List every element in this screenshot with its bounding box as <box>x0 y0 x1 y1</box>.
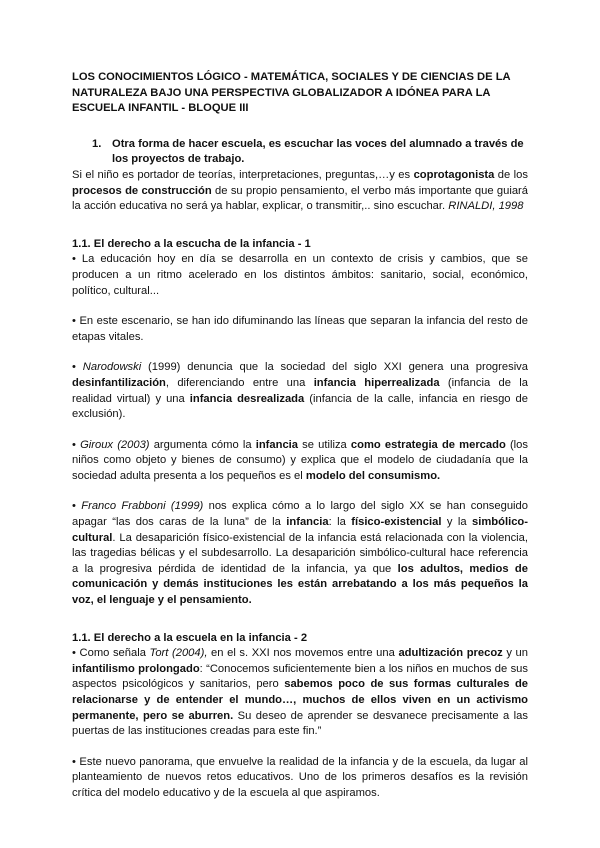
paragraph-frabboni: • Franco Frabboni (1999) nos explica cómo a lo largo del siglo XX se han conseguido apagar “las dos caras de la luna” de la infancia: la físico-existencial y la simbólico-cultural. La desaparición físico-existencial de la infancia está relacionada con la violencia, las tragedias bélicas y el subdesarrollo. La desaparición simbólico-cultural hace referencia a la progresiva pérdida de identidad de la infancia, ya que los adultos, medios de comunicación y demás instituciones les están arrebatando a los más pequeños la voz, el lenguaje y el pensamiento. <box>72 500 528 607</box>
paragraph-escenario: • En este escenario, se han ido difuminando las líneas que separan la infancia del resto de etapas vitales. <box>72 315 528 343</box>
paragraph-crisis: • La educación hoy en día se desarrolla en un contexto de crisis y cambios, que se producen a un ritmo acelerado en los distintos ámbitos: sanitario, social, económico, político, cultural... <box>72 253 528 297</box>
section-heading-2: 1.1. El derecho a la escuela en la infancia - 2 <box>72 631 308 644</box>
paragraph-panorama: • Este nuevo panorama, que envuelve la realidad de la infancia y de la escuela, da lugar al planteamiento de nuevos retos educativos. Uno de los primeros desafíos es la revisión crítica del modelo educativo y de la escuela al que aspiramos. <box>72 755 528 799</box>
section-heading-1: 1.1. El derecho a la escucha de la infancia - 1 <box>72 237 311 250</box>
heading-text: Otra forma de hacer escuela, es escuchar las voces del alumnado a través de los proyectos de trabajo. <box>112 137 524 166</box>
heading-number: 1. <box>92 137 102 150</box>
intro-paragraph: Si el niño es portador de teorías, interpretaciones, preguntas,…y es coprotagonista de los procesos de construcción de su propio pensamiento, el verbo más importante que guiará la acción educativa no será ya hablar, explicar, o transmitir,.. sino escuchar. RINALDI, 1998 <box>72 168 529 213</box>
paragraph-tort: • Como señala Tort (2004), en el s. XXI nos movemos entre una adultización precoz y un infantilismo prolongado: “Conocemos suficientemente bien a los niños en muchos de sus aspectos psicológicos y sanitarios, pero sabemos poco de sus formas culturales de relacionarse y de entender el mundo…, muchos de ellos viven en un activismo permanente, pero se aburren. Su deseo de aprender se desvanece precisamente a las puertas de las instituciones creadas para este fin.” <box>72 647 529 738</box>
paragraph-giroux: • Giroux (2003) argumenta cómo la infancia se utiliza como estrategia de mercado (los niños como objeto y bienes de consumo) y explica que el modelo de ciudadanía que la sociedad adulta presenta a los pequeños es el modelo del consumismo. <box>72 438 528 482</box>
document-title: LOS CONOCIMIENTOS LÓGICO - MATEMÁTICA, SOCIALES Y DE CIENCIAS DE LA NATURALEZA BAJO UNA PERSPECTIVA GLOBALIZADOR A IDÓNEA PARA LA ESCUELA INFANTIL - BLOQUE III <box>72 71 511 115</box>
numbered-heading-1 <box>72 137 528 168</box>
paragraph-narodowski: • Narodowski (1999) denuncia que la sociedad del siglo XXI genera una progresiva desinfantilización, diferenciando entre una infancia hiperrealizada (infancia de la realidad virtual) y una infancia desrealizada (infancia de la calle, infancia en riesgo de exclusión). <box>72 361 529 421</box>
